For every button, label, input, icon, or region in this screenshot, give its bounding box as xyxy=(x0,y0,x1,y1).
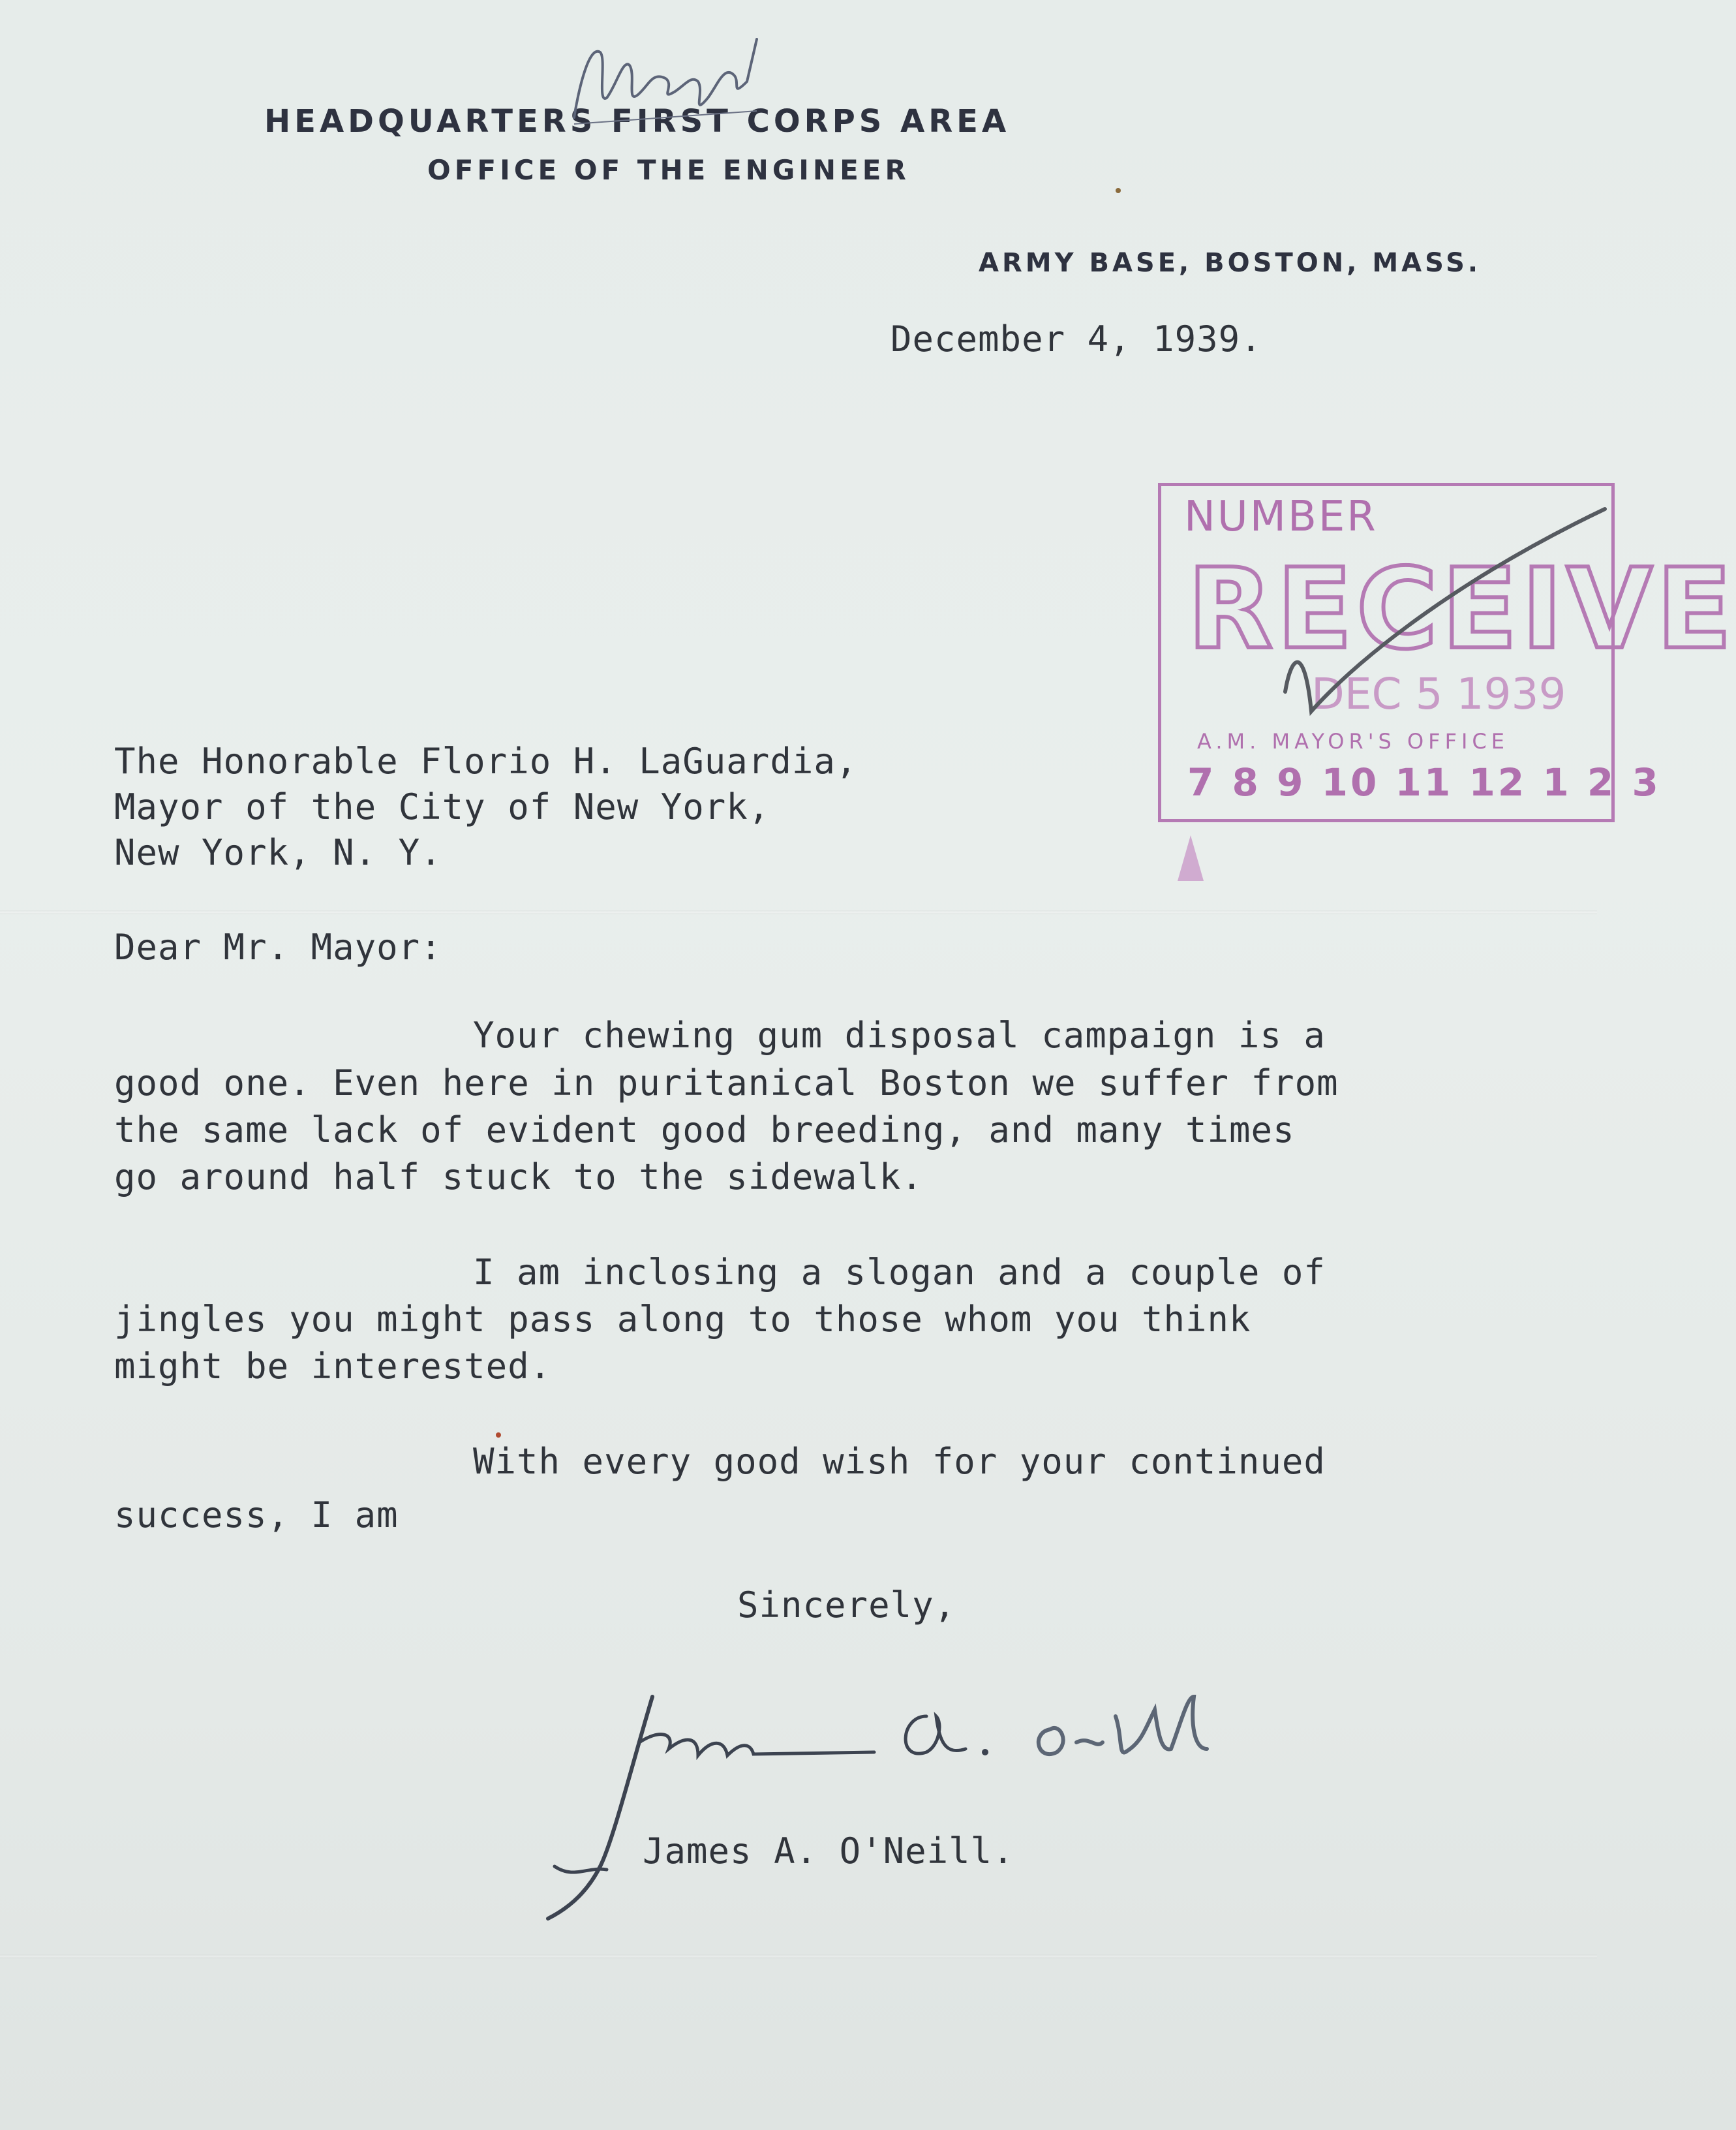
typed-signer-name: James A. O'Neill. xyxy=(643,1830,1014,1872)
letter-date: December 4, 1939. xyxy=(891,318,1262,360)
body-p1-line2: good one. Even here in puritanical Boston we suffer from xyxy=(114,1062,1339,1104)
letterhead-line2: OFFICE OF THE ENGINEER xyxy=(427,154,910,186)
letterhead-location: ARMY BASE, BOSTON, MASS. xyxy=(979,248,1482,278)
stamp-mark-icon xyxy=(1174,832,1207,884)
handwritten-signature xyxy=(535,1671,1383,1932)
body-p3-line1: With every good wish for your continued xyxy=(473,1441,1326,1482)
paper-fold xyxy=(0,910,1597,914)
stamp-received-label: RECEIVE xyxy=(1187,545,1736,674)
recipient-line3: New York, N. Y. xyxy=(114,832,442,873)
stamp-number-label: NUMBER xyxy=(1184,493,1378,541)
body-p1-line4: go around half stuck to the sidewalk. xyxy=(114,1156,923,1197)
stamp-date: DEC 5 1939 xyxy=(1311,669,1566,719)
stamp-office: A.M. MAYOR'S OFFICE xyxy=(1197,729,1509,754)
body-p2-line3: might be interested. xyxy=(114,1346,552,1387)
closing: Sincerely, xyxy=(737,1584,956,1626)
letterhead-line1: HEADQUARTERS FIRST CORPS AREA xyxy=(264,103,1011,140)
salutation: Dear Mr. Mayor: xyxy=(114,927,442,968)
recipient-line1: The Honorable Florio H. LaGuardia, xyxy=(114,741,858,782)
handwritten-note xyxy=(561,20,783,137)
stamp-hours: 7 8 9 10 11 12 1 2 3 xyxy=(1187,760,1661,805)
body-p1-line1: Your chewing gum disposal campaign is a xyxy=(473,1015,1326,1056)
ink-speck xyxy=(1116,188,1121,193)
body-p2-line2: jingles you might pass along to those whom you think xyxy=(114,1299,1251,1340)
ink-speck xyxy=(496,1432,501,1438)
pencil-checkmark xyxy=(1272,496,1611,744)
paper-fold xyxy=(0,1954,1597,1958)
body-p3-line2: success, I am xyxy=(114,1494,399,1536)
body-p2-line1: I am inclosing a slogan and a couple of xyxy=(473,1252,1326,1293)
body-p1-line3: the same lack of evident good breeding, and many times xyxy=(114,1109,1295,1150)
recipient-line2: Mayor of the City of New York, xyxy=(114,786,770,827)
